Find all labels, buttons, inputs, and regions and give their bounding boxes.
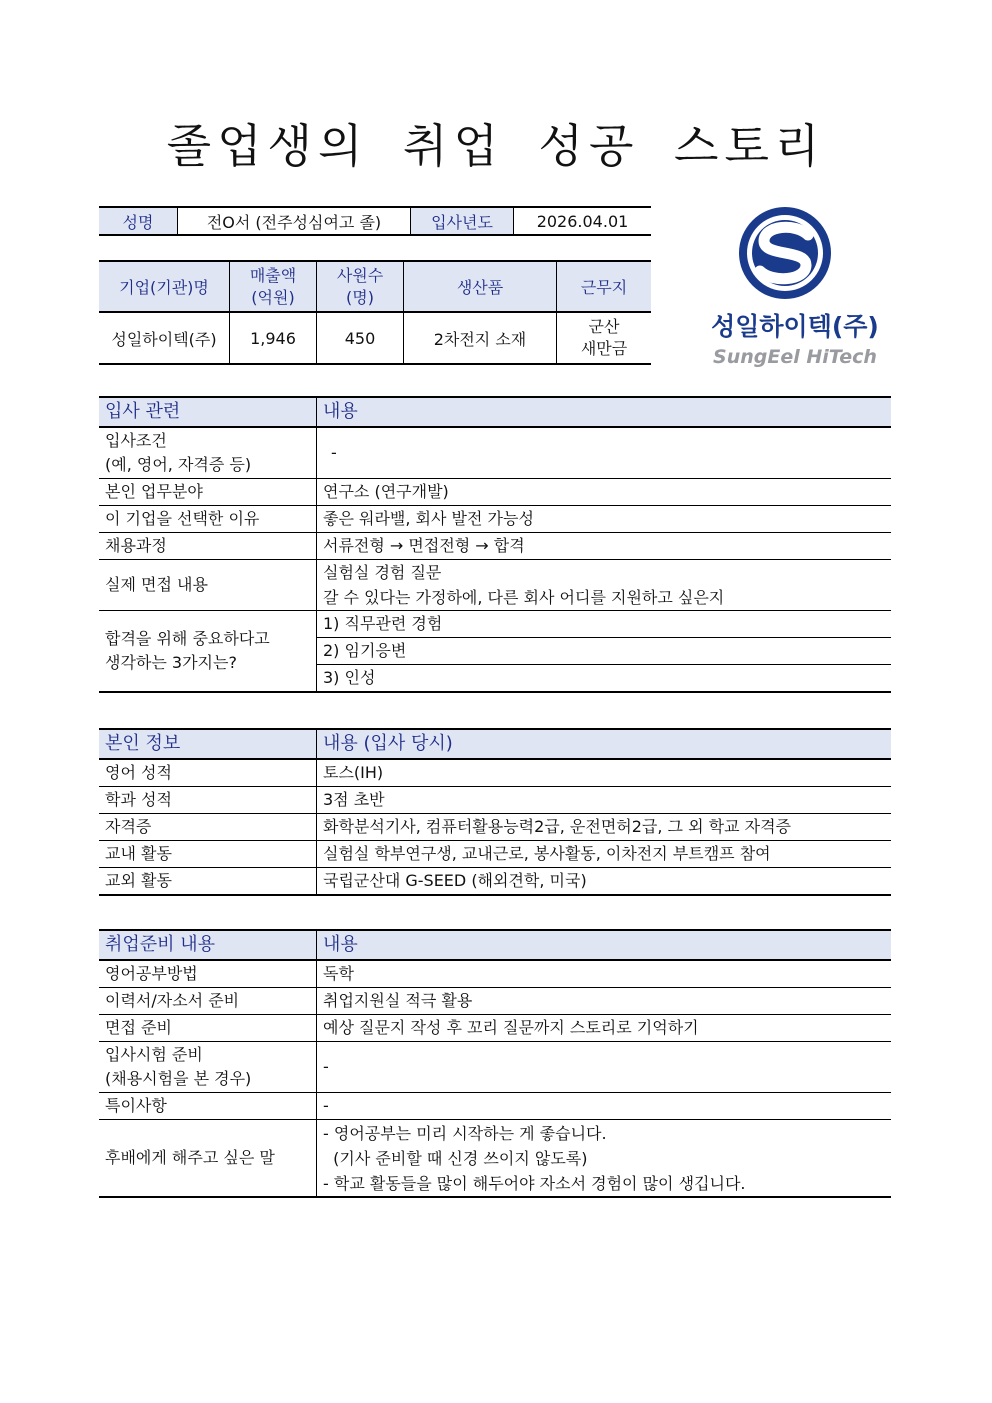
company-cell: 2차전지 소재: [404, 312, 557, 364]
row-label: 후배에게 해주고 싶은 말: [99, 1120, 317, 1198]
row-label: 특이사항: [99, 1093, 317, 1120]
company-header: 사원수 (명): [317, 261, 404, 312]
company-cell: 군산 새만금: [557, 312, 652, 364]
row-label: 채용과정: [99, 533, 317, 560]
section-heading: 내용 (입사 당시): [317, 729, 892, 759]
row-value: 좋은 워라밸, 회사 발전 가능성: [317, 506, 892, 533]
name-value: 전O서 (전주성심여고 졸): [178, 207, 411, 235]
logo-name-en: SungEel HiTech: [713, 346, 877, 368]
row-value: 토스(IH): [317, 759, 892, 787]
row-label: 면접 준비: [99, 1015, 317, 1042]
section-profile: [99, 728, 891, 896]
section-hiring: [99, 396, 891, 693]
row-label: 영어공부방법: [99, 960, 317, 988]
row-value: 독학: [317, 960, 892, 988]
company-cell: 1,946: [230, 312, 317, 364]
section-heading: 입사 관련: [99, 397, 317, 427]
row-label: 자격증: [99, 814, 317, 841]
interview-line: 갈 수 있다는 가정하에, 다른 회사 어디를 지원하고 싶은지: [323, 588, 725, 607]
section-heading: 본인 정보: [99, 729, 317, 759]
row-value: -: [317, 1093, 892, 1120]
row-value: 실험실 학부연구생, 교내근로, 봉사활동, 이차전지 부트캠프 참여: [317, 841, 892, 868]
row-label: 학과 성적: [99, 787, 317, 814]
advice-line: - 학교 활동들을 많이 해두어야 자소서 경험이 많이 생깁니다.: [323, 1173, 746, 1193]
row-value: [317, 560, 892, 611]
date-value: 2026.04.01: [514, 207, 652, 235]
company-header: 기업(기관)명: [99, 261, 230, 312]
row-label: 입사조건 (예, 영어, 자격증 등): [99, 427, 317, 479]
date-label: 입사년도: [411, 207, 514, 235]
company-header: 근무지: [557, 261, 652, 312]
section-preparation: [99, 929, 891, 1198]
section-heading: 내용: [317, 397, 892, 427]
sungeel-logo-icon: [700, 205, 890, 370]
important-item: 3) 인성: [317, 665, 892, 693]
company-header: 생산품: [404, 261, 557, 312]
row-value: [317, 1120, 892, 1198]
important-item: 2) 임기응변: [317, 638, 892, 665]
page-title: 졸업생의 취업 성공 스토리: [166, 119, 826, 173]
row-value: 3점 초반: [317, 787, 892, 814]
row-value: 예상 질문지 작성 후 꼬리 질문까지 스토리로 기억하기: [317, 1015, 892, 1042]
row-label: 본인 업무분야: [99, 479, 317, 506]
company-logo: [700, 205, 890, 370]
row-value: 서류전형 → 면접전형 → 합격: [317, 533, 892, 560]
section-heading: 내용: [317, 930, 892, 960]
row-value: 취업지원실 적극 활용: [317, 988, 892, 1015]
company-table: [99, 260, 651, 365]
row-label: 입사시험 준비 (채용시험을 본 경우): [99, 1042, 317, 1093]
company-cell: 450: [317, 312, 404, 364]
row-label: 실제 면접 내용: [99, 560, 317, 611]
interview-line: 실험실 경험 질문: [323, 563, 442, 582]
row-label: 이 기업을 선택한 이유: [99, 506, 317, 533]
row-value: 화학분석기사, 컴퓨터활용능력2급, 운전면허2급, 그 외 학교 자격증: [317, 814, 892, 841]
row-label: 합격을 위해 중요하다고 생각하는 3가지는?: [99, 611, 317, 693]
advice-line: - 영어공부는 미리 시작하는 게 좋습니다.: [323, 1123, 607, 1143]
row-value: 연구소 (연구개발): [317, 479, 892, 506]
row-value: -: [317, 1042, 892, 1093]
company-header: 매출액 (억원): [230, 261, 317, 312]
logo-name-ko: 성일하이텍(주): [711, 312, 879, 341]
section-heading: 취업준비 내용: [99, 930, 317, 960]
row-label: 이력서/자소서 준비: [99, 988, 317, 1015]
important-item: 1) 직무관련 경험: [317, 611, 892, 638]
advice-line: (기사 준비할 때 신경 쓰이지 않도록): [323, 1148, 588, 1168]
company-cell: 성일하이텍(주): [99, 312, 230, 364]
row-value: -: [317, 427, 892, 479]
info-table: [99, 206, 651, 236]
row-label: 영어 성적: [99, 759, 317, 787]
row-label: 교외 활동: [99, 868, 317, 896]
row-label: 교내 활동: [99, 841, 317, 868]
name-label: 성명: [99, 207, 178, 235]
row-value: 국립군산대 G-SEED (해외견학, 미국): [317, 868, 892, 896]
